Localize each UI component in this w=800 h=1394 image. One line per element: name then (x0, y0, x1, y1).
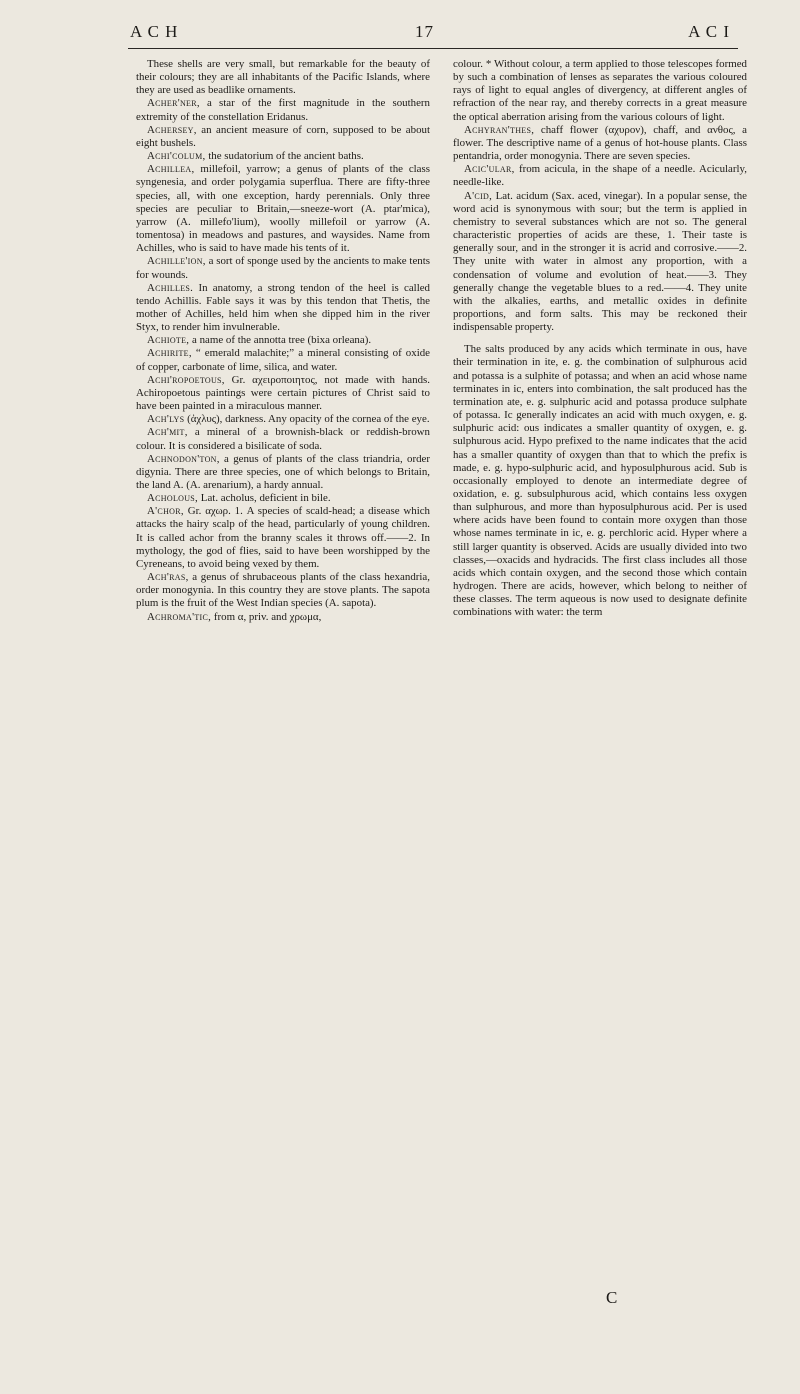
dictionary-entry (136, 97, 430, 123)
entry-definition: “ emerald malachite;” a mineral consisting of oxide of copper, carbonate of lime, silica, and water. (136, 347, 430, 373)
entry-definition: an ancient measure of corn, supposed to be about eight bushels. (136, 123, 430, 149)
entry-definition: millefoil, yarrow; a genus of plants of the class syngenesia, and order polygamia superflua. There are fifty-three species, all, with one exception, hardy perennials. Only three species are peculiar to Britain,—sneeze-wort (A. ptar'mica), yarrow (A. millefo'lium), woolly millefoil or yarrow (A. tomentosa) in meadows and pastures, and waysides. Name from Achilles, who is said to have made his tents of it. (136, 163, 430, 255)
dictionary-entry (136, 426, 430, 452)
dictionary-entry (453, 343, 747, 619)
entry-definition: (ἀχλυς), darkness. Any opacity of the cornea of the eye. (184, 413, 430, 426)
left-column (136, 58, 430, 624)
entry-definition: from acicula, in the shape of a needle. Acicularly, needle-like. (453, 163, 747, 189)
header-rule (128, 48, 738, 49)
entry-headword: Acic'ular, (464, 163, 515, 176)
entry-definition: a genus of plants of the class triandria, order digynia. There are three species, one of which belongs to Britain, the land A. (A. arenarium), a hardy annual. (136, 452, 430, 491)
entry-headword: A'cid, (464, 189, 493, 202)
entry-definition: the sudatorium of the ancient baths. (205, 150, 364, 163)
header-left-guide: A C H (130, 22, 179, 41)
entry-headword: Achiote, (147, 334, 190, 347)
entry-definition: Lat. acidum (Sax. aced, vinegar). In a popular sense, the word acid is synonymous with sour; but the term is applied in chemistry to several substances which are not so. The general characteristic properties of acids are these, 1. Their taste is generally sour, and in the stronger it is acrid and corrosive.——2. They unite with water in almost any proportion, with a condensation of volume and evolution of heat.——3. They generally change the vegetable blues to a red.——4. They unite with the alkalies, earths, and metallic oxides in definite proportions, and form salts. This may be reckoned their indispensable property. (453, 189, 747, 334)
dictionary-entry (136, 255, 430, 281)
entry-headword: Achilles. (147, 281, 194, 294)
dictionary-entry (136, 374, 430, 413)
entry-definition: In anatomy, a strong tendon of the heel is called tendo Achillis. Fable says it was by this tendon that Thetis, the mother of Achilles, held him when she dipped him in the river Styx, to render him invulnerable. (136, 281, 430, 334)
entry-definition: a genus of shrubaceous plants of the class hexandria, order monogynia. In this country they are stove plants. The sapota plum is the fruit of the West Indian species (A. sapota). (136, 571, 430, 610)
entry-definition: a name of the annotta tree (bixa orleana). (189, 334, 372, 347)
dictionary-entry (136, 505, 430, 571)
dictionary-entry (136, 282, 430, 335)
dictionary-entry (136, 611, 430, 624)
dictionary-entry (453, 124, 747, 163)
entry-headword: Acholous, (147, 492, 199, 505)
dictionary-entry (136, 124, 430, 150)
running-header (130, 22, 730, 44)
dictionary-entry (136, 453, 430, 492)
dictionary-entry (136, 347, 430, 373)
entry-headword: Achnodon'ton, (147, 452, 220, 465)
dictionary-entry (453, 58, 747, 124)
entry-headword: Achillea, (147, 163, 195, 176)
signature-mark: C (606, 1288, 618, 1307)
entry-definition: colour. * Without colour, a term applied to those telescopes formed by such a combination of lenses as separates the various coloured rays of light to equal angles of divergency, at different angles of refraction of the near ray, and thereby corrects in a great measure the optical aberration arising from the various colours of light. (453, 58, 747, 123)
entry-headword: Achirite, (147, 347, 192, 360)
entry-headword: Achyran'thes, (464, 123, 535, 136)
dictionary-entry (453, 190, 747, 335)
header-right-guide: A C I (688, 22, 730, 41)
entry-definition: Gr. αχειροποιητος, not made with hands. Achiropoetous paintings were certain pictures of Christ said to have been painted in a miraculous manner. (136, 373, 430, 413)
entry-headword: Achille'ion, (147, 255, 206, 268)
dictionary-entry (136, 150, 430, 163)
entry-definition: These shells are very small, but remarkable for the beauty of their colours; they are all inhabitants of the Pacific Islands, where they are used as beadlike ornaments. (136, 58, 430, 97)
entry-definition: a star of the first magnitude in the southern extremity of the constellation Eridanus. (136, 97, 430, 123)
dictionary-entry (453, 163, 747, 189)
entry-headword: Acher'ner, (147, 97, 200, 110)
dictionary-entry (136, 413, 430, 426)
right-column (453, 58, 747, 620)
entry-definition: from α, priv. and χρωμα, (211, 610, 322, 623)
entry-headword: A'chor, (147, 505, 184, 518)
entry-headword: Ach'mit, (147, 426, 188, 439)
entry-definition: chaff flower (αχυρον), chaff, and ανθος, a flower. The descriptive name of a genus of hot-house plants. Class pentandria, order monogynia. There are seven species. (453, 123, 747, 163)
dictionary-entry (136, 58, 430, 97)
page-number: 17 (415, 22, 434, 41)
entry-headword: Achi'ropoetous, (147, 373, 225, 386)
dictionary-entry (136, 163, 430, 255)
entry-definition: a mineral of a brownish-black or reddish-brown colour. It is considered a bisilicate of soda. (136, 426, 430, 452)
entry-headword: Ach'ras, (147, 571, 189, 584)
entry-headword: Ach'lys (147, 413, 185, 426)
entry-definition: Lat. acholus, deficient in bile. (198, 492, 331, 505)
entry-headword: Achi'colum, (147, 150, 206, 163)
entry-definition: The salts produced by any acids which terminate in ous, have their termination in ite, e. g. the combination of sulphurous acid and potassa is a sulphite of potassa; and when an acid whose name terminates in ic, enters into combination, the salt produced has the termination ate, e. g. sulphuric acid and potassa produce sulphate of potassa. Ic generally indicates an acid with much oxygen, e. g. sulphuric acid: ous indicates a smaller quantity of oxygen, e. g. sulphurous acid. Hypo prefixed to the name indicates that the acid has a smaller quantity of oxygen than that to which the prefix is made, e. g. hypo-sulphuric acid, and hyposulphurous acid. Sub is occasionally employed to denote an intermediate degree of oxidation, e. g. subsulphurous acid, which contains less oxygen than sulphurous, and more than hyposulphurous acid. Per is used where acids have been found to contain more oxygen than those whose names terminate in ic, e. g. perchloric acid. Hyper where a still larger quantity is observed. Acids are usually divided into two classes,—oxacids and hydracids. The first class includes all those acids which contain oxygen, and the second those which contain hydrogen. There are acids, however, which belong to neither of these classes. The term aqueous is now used to designate definite combinations with water: the term (453, 343, 747, 619)
dictionary-entry (136, 571, 430, 610)
entry-headword: Achersey, (147, 123, 197, 136)
entry-headword: Achroma'tic, (147, 610, 212, 623)
dictionary-entry (136, 334, 430, 347)
entry-definition: a sort of sponge used by the ancients to make tents for wounds. (136, 255, 430, 281)
entry-definition: Gr. αχωρ. 1. A species of scald-head; a disease which attacks the hairy scalp of the head, particularly of young children. It is called achor from the branny scales it throws off.——2. In mythology, the god of flies, said to have been worshipped by the Cyreneans, to avoid being vexed by them. (136, 505, 430, 570)
dictionary-entry (136, 492, 430, 505)
